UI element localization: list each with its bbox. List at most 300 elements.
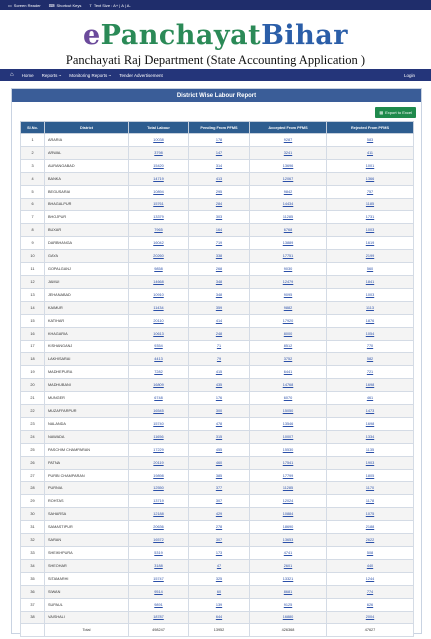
cell-accepted-pfms-link[interactable]: 13653 — [282, 538, 294, 543]
cell-pending-pfms — [189, 611, 250, 624]
cell-accepted-pfms-link[interactable]: 16880 — [282, 615, 294, 620]
cell-pending-pfms — [189, 598, 250, 611]
cell-pending-pfms — [189, 275, 250, 288]
cell-total-labour-link[interactable]: 20636 — [153, 525, 164, 530]
cell-pending-pfms-link[interactable]: 359 — [215, 305, 223, 310]
cell-total-labour — [129, 482, 189, 495]
cell-pending-pfms — [189, 572, 250, 585]
cell-rejected-pfms-link[interactable]: 1003 — [365, 228, 375, 233]
cell-district: ARARIA — [45, 134, 129, 147]
header-accepted-pfms: Accepted From PFMS — [250, 122, 327, 134]
cell-rejected-pfms-link[interactable]: 2004 — [365, 615, 375, 620]
cell-rejected-pfms — [327, 585, 414, 598]
table-row — [21, 456, 414, 469]
cell-total-labour-link[interactable]: 15761 — [153, 202, 164, 207]
cell-rejected-pfms — [327, 392, 414, 405]
cell-district: SAHARSA — [45, 508, 129, 521]
cell-accepted-pfms-link[interactable]: 12067 — [282, 176, 294, 181]
cell-rejected-pfms-link[interactable]: 2199 — [365, 254, 375, 259]
cell-total-labour-link[interactable]: 19898 — [153, 473, 164, 478]
cell-slno: 34 — [21, 559, 45, 572]
cell-district: SHEOHAR — [45, 559, 129, 572]
cell-rejected-pfms-link[interactable]: 1178 — [365, 499, 375, 504]
cell-total-labour-link[interactable]: 7282 — [154, 370, 163, 375]
cell-rejected-pfms-link[interactable]: 1001 — [365, 163, 375, 168]
cell-slno: 25 — [21, 443, 45, 456]
cell-pending-pfms — [189, 185, 250, 198]
cell-rejected-pfms-link[interactable]: 1731 — [365, 215, 375, 220]
cell-total-labour-link[interactable]: 16042 — [153, 241, 164, 246]
nav-login[interactable]: Login — [403, 72, 415, 78]
cell-pending-pfms — [189, 224, 250, 237]
cell-slno: 33 — [21, 547, 45, 560]
cell-total-labour-link[interactable]: 10910 — [153, 292, 164, 297]
cell-total-labour-link[interactable]: 16572 — [153, 538, 164, 543]
cell-accepted-pfms — [250, 185, 327, 198]
table-row — [21, 430, 414, 443]
cell-total-labour-link[interactable]: 5319 — [154, 550, 163, 555]
cell-district: SUPAUL — [45, 598, 129, 611]
cell-rejected-pfms — [327, 456, 414, 469]
cell-accepted-pfms-link[interactable]: 15050 — [282, 408, 294, 413]
cell-rejected-pfms-link[interactable]: 757 — [366, 189, 374, 194]
cell-accepted-pfms-link[interactable]: 12479 — [282, 279, 294, 284]
cell-total-labour-link[interactable]: 3188 — [154, 563, 163, 568]
text-size-icon: T — [89, 2, 92, 8]
cell-accepted-pfms — [250, 508, 327, 521]
cell-rejected-pfms-link[interactable]: 1698 — [365, 421, 375, 426]
cell-slno: 11 — [21, 263, 45, 276]
cell-total-labour-link[interactable]: 13379 — [153, 215, 164, 220]
cell-slno: 7 — [21, 211, 45, 224]
cell-rejected-pfms — [327, 379, 414, 392]
cell-district: PURBI CHAMPARAN — [45, 469, 129, 482]
cell-pending-pfms-link[interactable]: 176 — [215, 396, 223, 401]
cell-total-labour — [129, 237, 189, 250]
cell-total-labour — [129, 495, 189, 508]
cell-rejected-pfms-link[interactable]: 1473 — [365, 408, 375, 413]
cell-total-labour-link[interactable]: 17229 — [153, 447, 164, 452]
table-row — [21, 392, 414, 405]
cell-slno: 5 — [21, 185, 45, 198]
cell-accepted-pfms — [250, 443, 327, 456]
cell-pending-pfms-link[interactable]: 300 — [215, 408, 223, 413]
cell-accepted-pfms — [250, 482, 327, 495]
cell-slno: 38 — [21, 611, 45, 624]
cell-total-labour-link[interactable]: 6748 — [154, 396, 163, 401]
cell-district: BANKA — [45, 172, 129, 185]
cell-accepted-pfms-link[interactable]: 9842 — [283, 189, 293, 194]
header-total-labour: Total Labour — [129, 122, 189, 134]
cell-accepted-pfms — [250, 379, 327, 392]
cell-rejected-pfms-link[interactable]: 1003 — [365, 292, 375, 297]
cell-district: KATIHAR — [45, 314, 129, 327]
cell-rejected-pfms-link[interactable]: 770 — [366, 344, 374, 349]
cell-total-labour-link[interactable]: 15740 — [153, 421, 164, 426]
home-icon[interactable]: ⌂ — [10, 72, 14, 78]
cell-rejected-pfms — [327, 443, 414, 456]
cell-pending-pfms-link[interactable]: 414 — [215, 318, 223, 323]
cell-accepted-pfms — [250, 392, 327, 405]
cell-accepted-pfms-link[interactable]: 18690 — [282, 525, 294, 530]
cell-accepted-pfms-link[interactable]: 13696 — [282, 163, 294, 168]
cell-accepted-pfms-link[interactable]: 12024 — [282, 499, 294, 504]
cell-rejected-pfms-link[interactable]: 1185 — [365, 202, 375, 207]
cell-accepted-pfms-link[interactable]: 14768 — [282, 383, 294, 388]
cell-total-labour — [129, 456, 189, 469]
cell-pending-pfms — [189, 495, 250, 508]
cell-accepted-pfms — [250, 250, 327, 263]
cell-rejected-pfms-link[interactable]: 1876 — [365, 318, 375, 323]
cell-rejected-pfms-link[interactable]: 560 — [366, 267, 374, 272]
cell-pending-pfms — [189, 392, 250, 405]
cell-accepted-pfms-link[interactable]: 14434 — [282, 202, 294, 207]
cell-pending-pfms — [189, 327, 250, 340]
cell-pending-pfms-link[interactable]: 325 — [215, 576, 223, 581]
cell-accepted-pfms-link[interactable]: 13321 — [282, 576, 294, 581]
cell-rejected-pfms-link[interactable]: 1075 — [365, 512, 375, 517]
cell-total-labour-link[interactable]: 10894 — [153, 189, 164, 194]
cell-rejected-pfms-link[interactable]: 1170 — [365, 486, 375, 491]
total-cell-slno — [21, 624, 45, 637]
cell-total-labour-link[interactable]: 12188 — [153, 512, 164, 517]
cell-accepted-pfms-link[interactable]: 3241 — [283, 150, 293, 155]
cell-accepted-pfms — [250, 495, 327, 508]
cell-pending-pfms-link[interactable]: 314 — [215, 163, 223, 168]
cell-pending-pfms-link[interactable]: 385 — [215, 473, 223, 478]
cell-pending-pfms-link[interactable]: 295 — [215, 189, 223, 194]
cell-rejected-pfms — [327, 508, 414, 521]
cell-accepted-pfms — [250, 572, 327, 585]
cell-accepted-pfms — [250, 353, 327, 366]
logo-text-bihar: Bihar — [261, 20, 349, 51]
cell-accepted-pfms-link[interactable]: 13546 — [282, 421, 294, 426]
text-size-control[interactable] — [89, 3, 130, 8]
cell-pending-pfms-link[interactable]: 284 — [215, 202, 223, 207]
cell-district: MUZAFFARPUR — [45, 405, 129, 418]
cell-pending-pfms-link[interactable]: 303 — [215, 215, 223, 220]
cell-total-labour-link[interactable]: 10613 — [153, 331, 164, 336]
cell-total-labour-link[interactable]: 15747 — [153, 576, 164, 581]
cell-total-labour-link[interactable]: 11434 — [153, 305, 164, 310]
cell-total-labour — [129, 405, 189, 418]
site-logo[interactable] — [0, 22, 431, 50]
cell-rejected-pfms-link[interactable]: 1334 — [365, 434, 375, 439]
cell-pending-pfms-link[interactable]: 248 — [215, 331, 223, 336]
cell-accepted-pfms-link[interactable]: 13889 — [282, 241, 294, 246]
cell-total-labour — [129, 353, 189, 366]
cell-accepted-pfms-link[interactable]: 6070 — [283, 396, 293, 401]
cell-pending-pfms-link[interactable]: 377 — [215, 486, 223, 491]
cell-pending-pfms-link[interactable]: 60 — [216, 589, 222, 594]
cell-slno: 31 — [21, 521, 45, 534]
cell-pending-pfms — [189, 353, 250, 366]
cell-pending-pfms-link[interactable]: 719 — [215, 241, 223, 246]
cell-accepted-pfms-link[interactable]: 2601 — [283, 563, 293, 568]
cell-rejected-pfms-link[interactable]: 1366 — [365, 176, 375, 181]
cell-rejected-pfms-link[interactable]: 774 — [366, 589, 374, 594]
cell-pending-pfms — [189, 417, 250, 430]
cell-total-labour-link[interactable]: 20110 — [153, 318, 164, 323]
table-row — [21, 340, 414, 353]
cell-accepted-pfms-link[interactable]: 9095 — [283, 292, 293, 297]
cell-total-labour-link[interactable]: 10038 — [153, 137, 164, 142]
cell-total-labour — [129, 250, 189, 263]
table-row — [21, 521, 414, 534]
cell-total-labour-link[interactable]: 18787 — [153, 615, 164, 620]
cell-accepted-pfms — [250, 288, 327, 301]
logo-text-e: e — [82, 20, 101, 51]
cell-pending-pfms-link[interactable]: 178 — [215, 137, 223, 142]
table-row — [21, 185, 414, 198]
cell-slno: 9 — [21, 237, 45, 250]
cell-pending-pfms-link[interactable]: 644 — [215, 615, 223, 620]
cell-total-labour-link[interactable]: 11656 — [153, 434, 164, 439]
cell-total-labour-link[interactable]: 9858 — [154, 267, 163, 272]
cell-pending-pfms — [189, 482, 250, 495]
cell-accepted-pfms-link[interactable]: 17541 — [282, 460, 294, 465]
cell-total-labour-link[interactable]: 12550 — [153, 486, 164, 491]
table-row — [21, 172, 414, 185]
cell-pending-pfms — [189, 159, 250, 172]
cell-slno: 2 — [21, 146, 45, 159]
cell-accepted-pfms-link[interactable]: 17799 — [282, 473, 294, 478]
screen-reader-link[interactable] — [8, 3, 41, 8]
cell-district: NALANDA — [45, 417, 129, 430]
cell-total-labour — [129, 366, 189, 379]
cell-slno: 28 — [21, 482, 45, 495]
cell-total-labour-link[interactable]: 9514 — [154, 589, 163, 594]
department-subtitle: Panchayati Raj Department (State Accounting Application ) — [65, 53, 366, 67]
export-excel-button[interactable] — [375, 107, 416, 118]
cell-pending-pfms — [189, 301, 250, 314]
cell-pending-pfms-link[interactable]: 268 — [215, 267, 223, 272]
cell-pending-pfms-link[interactable]: 413 — [215, 176, 223, 181]
cell-pending-pfms-link[interactable]: 164 — [215, 228, 223, 233]
table-row — [21, 327, 414, 340]
nav-monitoring-reports[interactable]: Monitoring Reports ~ — [69, 72, 112, 78]
cell-pending-pfms — [189, 585, 250, 598]
cell-rejected-pfms-link[interactable]: 1841 — [365, 279, 375, 284]
table-row — [21, 211, 414, 224]
cell-rejected-pfms-link[interactable]: 1805 — [365, 473, 375, 478]
cell-total-labour — [129, 224, 189, 237]
cell-total-labour-link[interactable]: 16545 — [153, 408, 164, 413]
cell-district: BUXAR — [45, 224, 129, 237]
cell-rejected-pfms — [327, 159, 414, 172]
cell-accepted-pfms-link[interactable]: 9882 — [283, 305, 293, 310]
cell-pending-pfms — [189, 134, 250, 147]
cell-district: MADHUBANI — [45, 379, 129, 392]
cell-accepted-pfms-link[interactable]: 9287 — [283, 137, 293, 142]
cell-total-labour-link[interactable]: 14668 — [153, 279, 164, 284]
cell-accepted-pfms-link[interactable]: 8000 — [283, 331, 293, 336]
cell-total-labour-link[interactable]: 14719 — [153, 176, 164, 181]
cell-rejected-pfms-link[interactable]: 411 — [366, 150, 374, 155]
cell-accepted-pfms — [250, 521, 327, 534]
cell-total-labour-link[interactable]: 15420 — [153, 163, 164, 168]
cell-total-labour — [129, 469, 189, 482]
cell-district: KHAGARIA — [45, 327, 129, 340]
cell-rejected-pfms-link[interactable]: 440 — [366, 563, 374, 568]
cell-pending-pfms-link[interactable]: 455 — [215, 447, 223, 452]
cell-total-labour-link[interactable]: 3798 — [154, 150, 163, 155]
cell-accepted-pfms — [250, 327, 327, 340]
cell-total-labour-link[interactable]: 7965 — [154, 228, 163, 233]
cell-slno: 21 — [21, 392, 45, 405]
cell-district: KISHANGANJ — [45, 340, 129, 353]
cell-total-labour — [129, 263, 189, 276]
cell-total-labour — [129, 288, 189, 301]
cell-district: MUNGER — [45, 392, 129, 405]
cell-rejected-pfms-link[interactable]: 2622 — [365, 538, 375, 543]
cell-rejected-pfms-link[interactable]: 582 — [366, 357, 374, 362]
cell-rejected-pfms-link[interactable]: 1903 — [365, 460, 375, 465]
cell-accepted-pfms-link[interactable]: 17751 — [282, 254, 294, 259]
cell-accepted-pfms-link[interactable]: 11285 — [282, 486, 294, 491]
cell-pending-pfms-link[interactable]: 460 — [215, 460, 223, 465]
cell-pending-pfms-link[interactable]: 47 — [216, 563, 222, 568]
cell-pending-pfms-link[interactable]: 435 — [215, 383, 223, 388]
cell-total-labour — [129, 443, 189, 456]
cell-rejected-pfms — [327, 611, 414, 624]
cell-total-labour-link[interactable]: 9354 — [154, 344, 163, 349]
cell-rejected-pfms-link[interactable]: 626 — [366, 602, 374, 607]
cell-total-labour-link[interactable]: 4413 — [154, 357, 163, 362]
cell-rejected-pfms-link[interactable]: 1698 — [365, 383, 375, 388]
cell-district: AURANGABAD — [45, 159, 129, 172]
cell-accepted-pfms-link[interactable]: 17920 — [282, 318, 294, 323]
cell-rejected-pfms-link[interactable]: 1113 — [366, 305, 374, 310]
cell-rejected-pfms-link[interactable]: 583 — [366, 137, 374, 142]
cell-pending-pfms — [189, 430, 250, 443]
cell-rejected-pfms-link[interactable]: 2188 — [365, 525, 375, 530]
cell-total-labour — [129, 340, 189, 353]
cell-pending-pfms — [189, 146, 250, 159]
cell-total-labour — [129, 146, 189, 159]
cell-total-labour — [129, 159, 189, 172]
table-row — [21, 547, 414, 560]
cell-total-labour-link[interactable]: 16809 — [153, 383, 164, 388]
table-row — [21, 288, 414, 301]
cell-accepted-pfms-link[interactable]: 6768 — [283, 228, 293, 233]
cell-pending-pfms-link[interactable]: 315 — [215, 434, 223, 439]
site-header — [0, 10, 431, 68]
cell-accepted-pfms-link[interactable]: 10007 — [282, 434, 294, 439]
cell-accepted-pfms-link[interactable]: 4741 — [283, 550, 293, 555]
cell-pending-pfms-link[interactable]: 278 — [215, 525, 223, 530]
cell-rejected-pfms-link[interactable]: 508 — [366, 550, 374, 555]
cell-pending-pfms — [189, 405, 250, 418]
cell-rejected-pfms — [327, 146, 414, 159]
cell-pending-pfms — [189, 456, 250, 469]
monitor-icon: ▭ — [8, 2, 12, 8]
cell-district: PURNIA — [45, 482, 129, 495]
cell-pending-pfms — [189, 547, 250, 560]
logo-text-panchayat: Panchayat — [100, 20, 262, 51]
cell-rejected-pfms — [327, 521, 414, 534]
nav-tender-advertisement[interactable]: Tender Advertisement — [119, 72, 163, 78]
cell-rejected-pfms — [327, 211, 414, 224]
cell-rejected-pfms-link[interactable]: 721 — [366, 370, 374, 375]
cell-rejected-pfms-link[interactable]: 1244 — [365, 576, 375, 581]
cell-pending-pfms-link[interactable]: 415 — [215, 370, 223, 375]
cell-district: JAMUI — [45, 275, 129, 288]
cell-pending-pfms-link[interactable]: 71 — [216, 344, 222, 349]
cell-total-labour — [129, 417, 189, 430]
cell-pending-pfms — [189, 559, 250, 572]
cell-accepted-pfms-link[interactable]: 9030 — [283, 267, 293, 272]
cell-accepted-pfms-link[interactable]: 9125 — [283, 602, 293, 607]
cell-total-labour — [129, 275, 189, 288]
cell-rejected-pfms-link[interactable]: 1054 — [365, 331, 375, 336]
table-row — [21, 611, 414, 624]
shortcut-keys-link[interactable] — [49, 3, 82, 8]
cell-slno: 6 — [21, 198, 45, 211]
cell-district: DARBHANGA — [45, 237, 129, 250]
text-size-label: Text Size : A+ | A | A- — [93, 2, 131, 8]
cell-pending-pfms — [189, 443, 250, 456]
cell-district: GOPALGANJ — [45, 263, 129, 276]
cell-accepted-pfms-link[interactable]: 8512 — [283, 344, 293, 349]
cell-pending-pfms-link[interactable]: 173 — [215, 550, 223, 555]
table-row — [21, 237, 414, 250]
cell-pending-pfms-link[interactable]: 338 — [215, 254, 223, 259]
cell-total-labour-link[interactable]: 9891 — [154, 602, 163, 607]
total-cell-total-labour: 498247 — [129, 624, 189, 637]
cell-pending-pfms — [189, 521, 250, 534]
cell-pending-pfms-link[interactable]: 147 — [215, 150, 223, 155]
cell-accepted-pfms-link[interactable]: 10884 — [282, 512, 294, 517]
cell-pending-pfms-link[interactable]: 348 — [215, 292, 223, 297]
cell-pending-pfms-link[interactable]: 79 — [216, 357, 222, 362]
cell-total-labour — [129, 430, 189, 443]
cell-accepted-pfms-link[interactable]: 15530 — [282, 447, 294, 452]
cell-accepted-pfms-link[interactable]: 6441 — [283, 370, 293, 375]
shortcut-keys-label: Shortcut Keys — [56, 2, 82, 8]
nav-reports[interactable]: Reports ~ — [41, 72, 62, 78]
nav-home[interactable]: Home — [21, 72, 34, 78]
cell-pending-pfms-link[interactable]: 478 — [215, 421, 223, 426]
cell-slno: 27 — [21, 469, 45, 482]
cell-accepted-pfms-link[interactable]: 8681 — [283, 589, 293, 594]
cell-pending-pfms-link[interactable]: 139 — [215, 602, 223, 607]
cell-pending-pfms-link[interactable]: 307 — [215, 538, 223, 543]
cell-slno: 4 — [21, 172, 45, 185]
cell-rejected-pfms-link[interactable]: 461 — [366, 396, 374, 401]
table-row — [21, 198, 414, 211]
cell-accepted-pfms-link[interactable]: 11285 — [282, 215, 294, 220]
cell-slno: 17 — [21, 340, 45, 353]
cell-pending-pfms-link[interactable]: 429 — [215, 512, 223, 517]
header-slno: Sl.No. — [21, 122, 45, 134]
cell-total-labour — [129, 534, 189, 547]
total-cell-pending-pfms: 13952 — [189, 624, 250, 637]
cell-rejected-pfms-link[interactable]: 1619 — [365, 241, 375, 246]
cell-pending-pfms-link[interactable]: 348 — [215, 279, 223, 284]
cell-rejected-pfms — [327, 237, 414, 250]
cell-pending-pfms-link[interactable]: 307 — [215, 499, 223, 504]
cell-rejected-pfms-link[interactable]: 1135 — [365, 447, 375, 452]
cell-accepted-pfms-link[interactable]: 3752 — [283, 357, 293, 362]
main-nav — [0, 69, 431, 81]
cell-total-labour-link[interactable]: 20119 — [153, 460, 164, 465]
cell-rejected-pfms — [327, 134, 414, 147]
table-row — [21, 275, 414, 288]
cell-total-labour-link[interactable]: 20260 — [153, 254, 164, 259]
cell-total-labour-link[interactable]: 13719 — [153, 499, 164, 504]
cell-slno: 3 — [21, 159, 45, 172]
